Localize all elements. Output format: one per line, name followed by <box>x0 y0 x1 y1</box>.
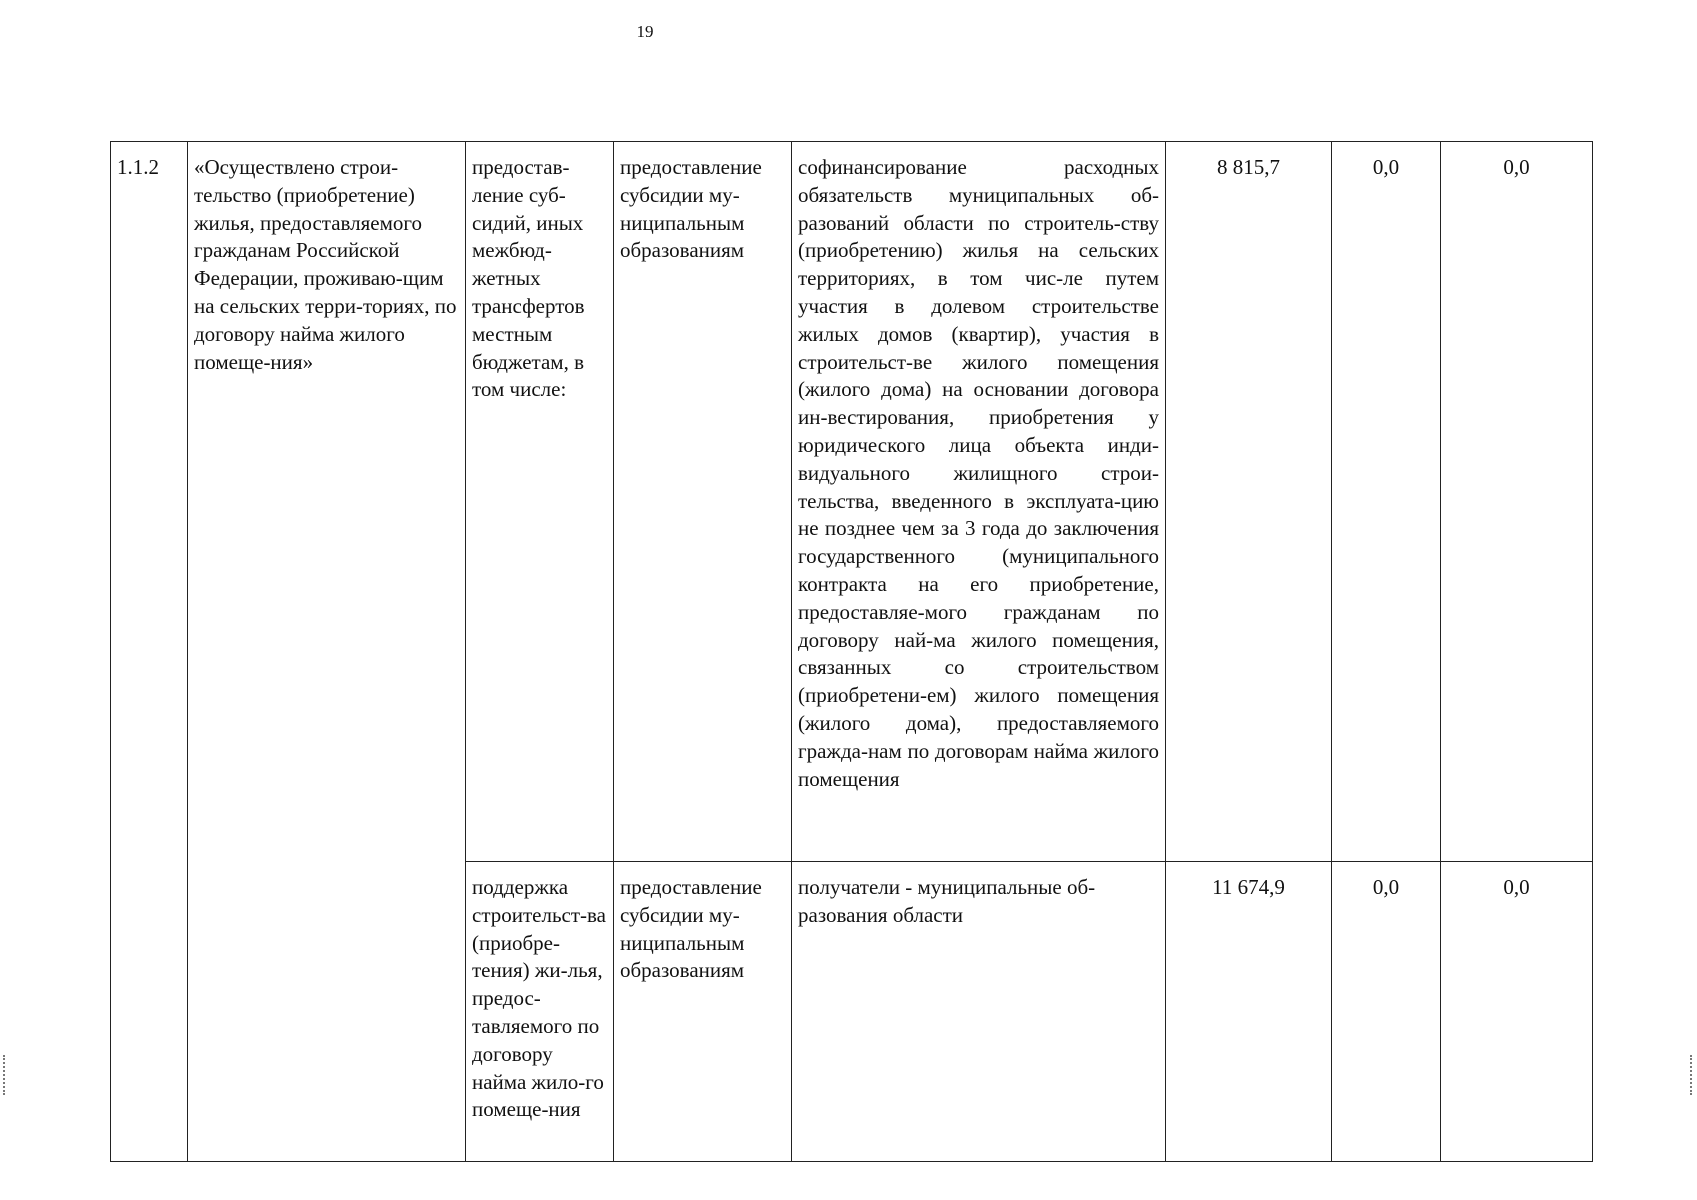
value1-cell <box>1166 862 1332 1162</box>
value3-cell <box>1441 862 1593 1162</box>
value3: 0,0 <box>1503 155 1530 179</box>
right-margin-marks <box>1690 1055 1694 1095</box>
description-cell <box>792 862 1166 1162</box>
purpose-text: предостав-ление суб-сидий, иных межбюд-жетных трансфертов местным бюджетам, в том числе: <box>472 155 585 402</box>
page-number: 19 <box>636 22 654 41</box>
value2-cell <box>1332 142 1441 862</box>
purpose-text: поддержка строительст-ва (приобре-тения) жи-лья, предос-тавляемого по договору найма жило-го помеще-ния <box>472 875 606 1122</box>
form-cell <box>614 862 792 1162</box>
value1: 8 815,7 <box>1217 155 1280 179</box>
form-text: предоставление субсидии му-ниципальным образованиям <box>620 155 762 263</box>
table-row <box>111 142 1593 862</box>
value3: 0,0 <box>1503 875 1530 899</box>
row-title: «Осуществлено строи-тельство (приобретение) жилья, предоставляемого гражданам Российской Федерации, проживаю-щим на сельских терри-ториях, по договору найма жилого помеще-ния» <box>194 155 457 374</box>
form-text: предоставление субсидии му-ниципальным образованиям <box>620 875 762 983</box>
description-text: получатели - муниципальные об-разования области <box>798 875 1096 927</box>
value2: 0,0 <box>1372 875 1400 899</box>
row-code: 1.1.2 <box>117 155 159 179</box>
row-code-cell <box>111 142 188 1162</box>
purpose-cell <box>466 862 614 1162</box>
value1: 11 674,9 <box>1212 875 1285 899</box>
value2: 0,0 <box>1372 155 1400 179</box>
value1-cell <box>1166 142 1332 862</box>
description-cell <box>792 142 1166 862</box>
left-margin-marks <box>3 1055 7 1095</box>
budget-table <box>110 141 1593 1162</box>
value2-cell <box>1332 862 1441 1162</box>
purpose-cell <box>466 142 614 862</box>
form-cell <box>614 142 792 862</box>
value3-cell <box>1441 142 1593 862</box>
description-text: софинансирование расходных обязательств муниципальных об-разований области по строитель-ству (приобретению) жилья на сельских территориях, в том чис-ле путем участия в долевом строительстве жилых домов (квартир), участия в строительст-ве жилого помещения (жилого дома) на основании договора ин-вестирования, приобретения у юридического лица объекта инди-видуального жилищного строи-тельства, введенного в эксплуата-цию не позднее чем за 3 года до заключения государственного (муниципального контракта на его приобретение, предоставляе-мого гражданам по договору най-ма жилого помещения, связанных со строительством (приобретени-ем) жилого помещения (жилого дома), предоставляемого гражда-нам по договорам найма жилого помещения <box>798 155 1159 791</box>
row-title-cell <box>188 142 466 1162</box>
